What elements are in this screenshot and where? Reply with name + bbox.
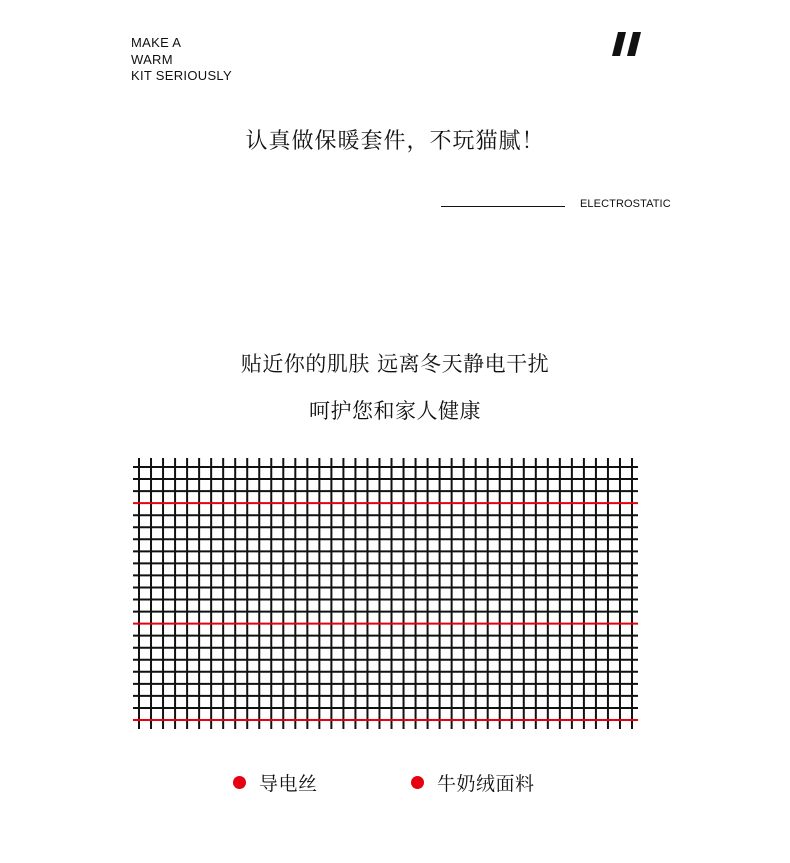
description-line-2: 呵护您和家人健康	[309, 399, 481, 423]
legend-label: 牛奶绒面料	[437, 773, 535, 795]
slogan-line-3: KIT SERIOUSLY	[131, 68, 232, 83]
slogan-text	[131, 35, 232, 85]
fabric-grid-illustration	[133, 458, 638, 729]
description-line-1: 贴近你的肌肤 远离冬天静电干扰	[240, 352, 550, 376]
quote-mark-icon	[612, 32, 642, 56]
red-dot-icon	[411, 776, 424, 789]
slogan-line-2: WARM	[131, 51, 173, 67]
electrostatic-tag: ELECTROSTATIC	[580, 198, 671, 210]
tag-rule-line	[441, 206, 565, 207]
legend-item-conductive-wire	[233, 769, 318, 796]
slogan-line-1: MAKE A	[131, 35, 182, 50]
headline: 认真做保暖套件，不玩猫腻！	[245, 129, 545, 154]
red-dot-icon	[233, 776, 246, 789]
legend-item-milk-velvet	[411, 769, 535, 796]
legend-label: 导电丝	[259, 773, 318, 795]
